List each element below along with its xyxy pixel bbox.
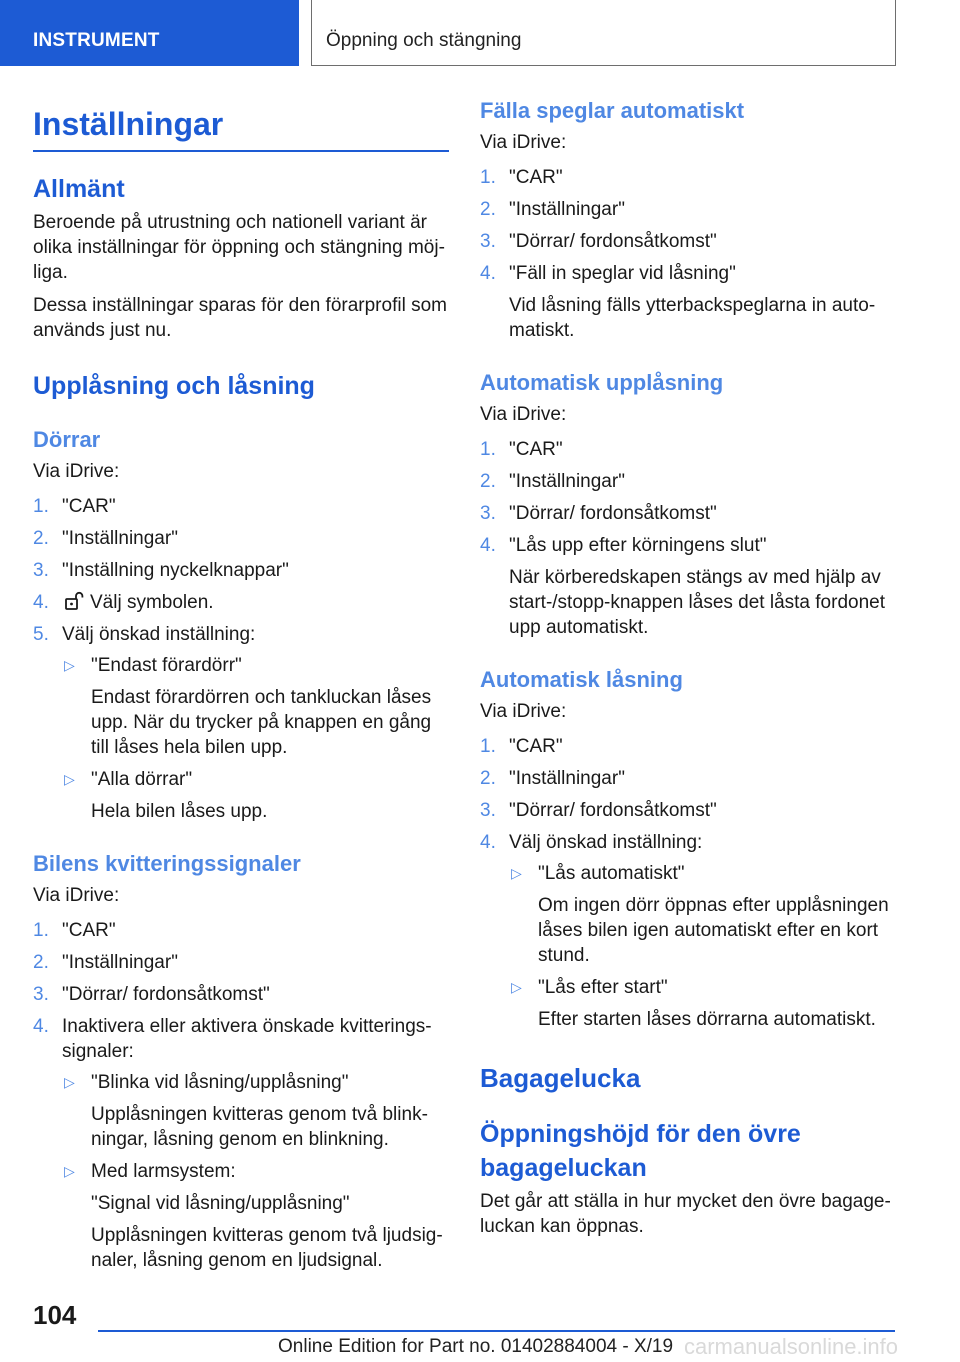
option-label: "Blinka vid låsning/upplåsning" (91, 1072, 349, 1093)
via-idrive: Via iDrive: (33, 461, 120, 482)
triangle-bullet-icon: ▷ (511, 865, 522, 881)
title-rule (33, 150, 449, 152)
list-item (33, 590, 449, 615)
edition-note: Online Edition for Part no. 01402884004 - X/19 (278, 1336, 674, 1357)
step-text: "CAR" (509, 167, 563, 188)
step-number: 5. (33, 624, 49, 645)
step-number: 2. (33, 952, 49, 973)
left-column (33, 98, 449, 1280)
step-number: 1. (480, 736, 496, 757)
via-idrive: Via iDrive: (480, 404, 567, 425)
step-number: 2. (480, 768, 496, 789)
step-text: Inaktivera eller aktivera önskade kvitterings-signaler: (62, 1016, 432, 1062)
option-label: "Lås automatiskt" (538, 863, 685, 884)
doors-options (62, 653, 449, 824)
list-item (62, 1070, 449, 1152)
via-idrive: Via iDrive: (480, 132, 567, 153)
step-text: "CAR" (62, 496, 116, 517)
list-item (480, 437, 896, 462)
page-header (0, 0, 960, 66)
signals-steps (33, 918, 449, 1273)
heading-general: Allmänt (33, 175, 125, 203)
footer-rule (98, 1330, 895, 1332)
step-text: Välj önskad inställning: (509, 832, 703, 853)
list-item (480, 469, 896, 494)
auto-unlock-steps (480, 437, 896, 640)
step-text: Välj symbolen. (90, 592, 214, 613)
list-item (33, 1014, 449, 1273)
step-text: "Dörrar/ fordonsåtkomst" (62, 984, 270, 1005)
option-detail: Efter starten låses dörrarna automatiskt. (538, 1009, 876, 1030)
step-number: 1. (480, 439, 496, 460)
chapter-title: Öppning och stängning (311, 0, 896, 66)
watermark: carmanualsonline.info (684, 1334, 899, 1359)
option-detail: Endast förardörren och tankluckan låses upp. När du trycker på knappen en gång till låses hela bilen upp. (91, 687, 432, 758)
step-number: 4. (480, 832, 496, 853)
option-detail: "Signal vid låsning/upplåsning" (91, 1193, 350, 1214)
option-detail: Om ingen dörr öppnas efter upplåsningen låses bilen igen automatiskt efter en kort stund. (538, 895, 889, 966)
auto-lock-steps (480, 734, 896, 1032)
list-item (33, 918, 449, 943)
step-number: 4. (33, 1016, 49, 1037)
page-title: Inställningar (33, 106, 224, 142)
step-text: "Lås upp efter körningens slut" (509, 535, 767, 556)
step-detail: Vid låsning fälls ytterbackspeglarna in auto-matiskt. (509, 295, 876, 341)
unlock-icon (64, 591, 84, 611)
step-number: 1. (480, 167, 496, 188)
step-number: 3. (33, 560, 49, 581)
triangle-bullet-icon: ▷ (64, 1074, 75, 1090)
option-label: "Alla dörrar" (91, 769, 193, 790)
step-text: Välj önskad inställning: (62, 624, 256, 645)
list-item (33, 950, 449, 975)
step-number: 3. (480, 231, 496, 252)
step-number: 1. (33, 920, 49, 941)
section-tab: INSTRUMENT (0, 0, 299, 66)
step-number: 3. (33, 984, 49, 1005)
page-number: 104 (33, 1300, 77, 1330)
step-text: "Inställningar" (62, 528, 178, 549)
triangle-bullet-icon: ▷ (64, 771, 75, 787)
step-number: 2. (33, 528, 49, 549)
list-item (509, 861, 896, 968)
triangle-bullet-icon: ▷ (64, 1163, 75, 1179)
step-text: "Inställningar" (62, 952, 178, 973)
step-text: "Inställningar" (509, 768, 625, 789)
list-item (480, 229, 896, 254)
via-idrive: Via iDrive: (480, 701, 567, 722)
heading-mirrors: Fälla speglar automatiskt (480, 98, 745, 123)
step-text: "Inställningar" (509, 199, 625, 220)
heading-auto-lock: Automatisk låsning (480, 667, 683, 692)
step-number: 2. (480, 471, 496, 492)
signals-options (62, 1070, 449, 1273)
auto-lock-options (509, 861, 896, 1032)
heading-signals: Bilens kvitteringssignaler (33, 851, 301, 876)
step-text: "Dörrar/ fordonsåtkomst" (509, 231, 717, 252)
heading-auto-unlock: Automatisk upplåsning (480, 370, 724, 395)
step-number: 2. (480, 199, 496, 220)
option-detail: Hela bilen låses upp. (91, 801, 268, 822)
list-item (33, 526, 449, 551)
step-number: 3. (480, 503, 496, 524)
step-text: "Dörrar/ fordonsåtkomst" (509, 503, 717, 524)
step-text: "CAR" (62, 920, 116, 941)
triangle-bullet-icon: ▷ (64, 657, 75, 673)
step-text: "Dörrar/ fordonsåtkomst" (509, 800, 717, 821)
heading-trunk: Bagagelucka (480, 1063, 641, 1093)
list-item (480, 766, 896, 791)
list-item (33, 558, 449, 583)
list-item (509, 975, 896, 1032)
general-paragraph-2: Dessa inställningar sparas för den förarprofil som används just nu. (33, 295, 447, 341)
list-item (480, 798, 896, 823)
list-item (33, 494, 449, 519)
option-detail: Upplåsningen kvitteras genom två ljudsig-naler, låsning genom en ljudsignal. (91, 1225, 443, 1271)
list-item (480, 830, 896, 1032)
step-text: "CAR" (509, 439, 563, 460)
list-item (480, 261, 896, 343)
trunk-paragraph: Det går att ställa in hur mycket den övre bagage-luckan kan öppnas. (480, 1191, 891, 1237)
list-item (62, 653, 449, 760)
option-detail: Upplåsningen kvitteras genom två blink-ningar, låsning genom en blinkning. (91, 1104, 428, 1150)
step-text: "Fäll in speglar vid låsning" (509, 263, 736, 284)
step-number: 4. (480, 535, 496, 556)
step-text: "CAR" (509, 736, 563, 757)
general-paragraph-1: Beroende på utrustning och nationell variant är olika inställningar för öppning och stängning möj-liga. (33, 212, 445, 283)
option-label: "Lås efter start" (538, 977, 668, 998)
step-text: "Inställning nyckelknappar" (62, 560, 289, 581)
via-idrive: Via iDrive: (33, 885, 120, 906)
step-detail: När körberedskapen stängs av med hjälp av start-/stopp-knappen låses det låsta fordonet upp automatiskt. (509, 567, 886, 638)
step-number: 4. (480, 263, 496, 284)
option-label: "Endast förardörr" (91, 655, 242, 676)
list-item (480, 197, 896, 222)
list-item (62, 1159, 449, 1273)
doors-steps (33, 494, 449, 824)
list-item (480, 734, 896, 759)
option-label: Med larmsystem: (91, 1161, 236, 1182)
list-item (480, 165, 896, 190)
step-number: 3. (480, 800, 496, 821)
right-column (480, 96, 896, 1247)
list-item (480, 533, 896, 640)
list-item (62, 767, 449, 824)
triangle-bullet-icon: ▷ (511, 979, 522, 995)
list-item (480, 501, 896, 526)
step-number: 1. (33, 496, 49, 517)
list-item (33, 982, 449, 1007)
step-number: 4. (33, 592, 49, 613)
list-item (33, 622, 449, 824)
heading-unlock-lock: Upplåsning och låsning (33, 372, 315, 400)
heading-doors: Dörrar (33, 427, 101, 452)
heading-trunk-height: Öppningshöjd för den övre bagageluckan (480, 1120, 801, 1182)
mirrors-steps (480, 165, 896, 343)
step-text: "Inställningar" (509, 471, 625, 492)
